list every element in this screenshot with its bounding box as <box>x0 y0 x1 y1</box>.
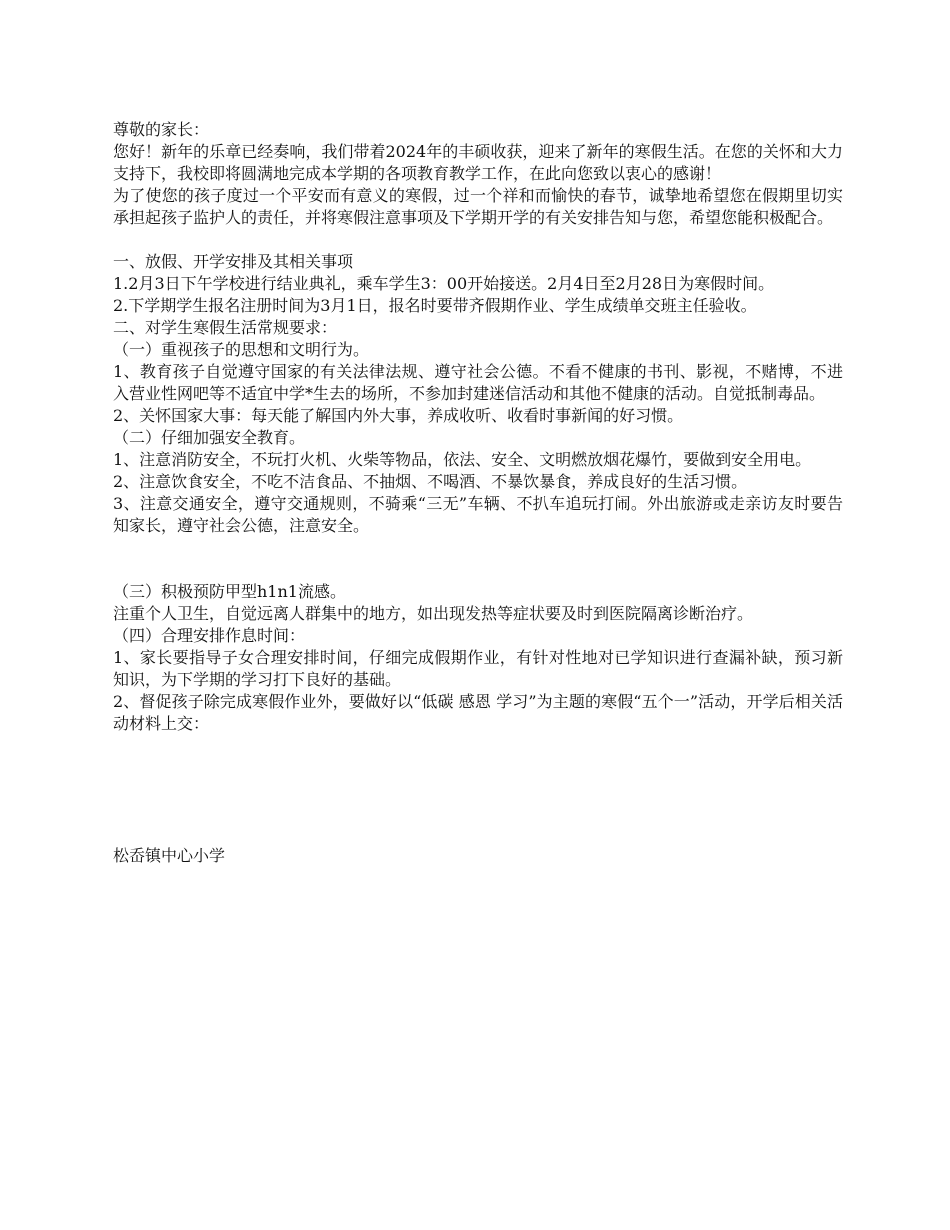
section-2-title: 二、对学生寒假生活常规要求： <box>113 318 338 337</box>
section-1-title: 一、放假、开学安排及其相关事项 <box>113 252 354 271</box>
salutation: 尊敬的家长： <box>113 120 210 139</box>
subsection-4-item-2: 2、督促孩子除完成寒假作业外，要做好以“低碳 感恩 学习”为主题的寒假“五个一”活动，开学后相关活动材料上交： <box>113 692 843 733</box>
subsection-4-title: （四）合理安排作息时间： <box>113 626 306 645</box>
section-1-item-1: 1.2月3日下午学校进行结业典礼，乘车学生3：00开始接送。2月4日至2月28日为寒假时间。 <box>113 274 775 293</box>
spacer <box>113 229 843 251</box>
subsection-3-title: （三）积极预防甲型h1n1流感。 <box>113 582 346 601</box>
spacer <box>113 537 843 581</box>
spacer <box>113 735 843 845</box>
subsection-1-item-1: 1、教育孩子自觉遵守国家的有关法律法规、遵守社会公德。不看不健康的书刊、影视，不赌博，不进入营业性网吧等不适宜中学*生去的场所，不参加封建迷信活动和其他不健康的活动。自觉抵制毒品。 <box>113 362 843 403</box>
subsection-3-item-1: 注重个人卫生，自觉远离人群集中的地方，如出现发热等症状要及时到医院隔离诊断治疗。 <box>113 604 754 623</box>
signature-school-name: 松岙镇中心小学 <box>113 846 226 865</box>
subsection-2-title: （二）仔细加强安全教育。 <box>113 428 306 447</box>
subsection-2-item-1: 1、注意消防安全，不玩打火机、火柴等物品，依法、安全、文明燃放烟花爆竹，要做到安全用电。 <box>113 450 812 469</box>
letter-body <box>113 119 843 867</box>
subsection-1-item-2: 2、关怀国家大事：每天能了解国内外大事，养成收听、收看时事新闻的好习惯。 <box>113 406 684 425</box>
section-1-item-2: 2.下学期学生报名注册时间为3月1日，报名时要带齐假期作业、学生成绩单交班主任验收。 <box>113 296 757 315</box>
intro-paragraph-2: 为了使您的孩子度过一个平安而有意义的寒假，过一个祥和而愉快的春节，诚挚地希望您在假期里切实承担起孩子监护人的责任，并将寒假注意事项及下学期开学的有关安排告知与您，希望您能积极配合。 <box>113 186 843 227</box>
subsection-1-title: （一）重视孩子的思想和文明行为。 <box>113 340 370 359</box>
intro-paragraph-1: 您好！新年的乐章已经奏响，我们带着2024年的丰硕收获，迎来了新年的寒假生活。在您的关怀和大力支持下，我校即将圆满地完成本学期的各项教育教学工作，在此向您致以衷心的感谢！ <box>113 142 843 183</box>
subsection-4-item-1: 1、家长要指导子女合理安排时间，仔细完成假期作业，有针对性地对已学知识进行查漏补缺，预习新知识，为下学期的学习打下良好的基础。 <box>113 648 843 689</box>
subsection-2-item-3: 3、注意交通安全，遵守交通规则，不骑乘“三无”车辆、不扒车追玩打闹。外出旅游或走亲访友时要告知家长，遵守社会公德，注意安全。 <box>113 494 843 535</box>
subsection-2-item-2: 2、注意饮食安全，不吃不洁食品、不抽烟、不喝酒、不暴饮暴食，养成良好的生活习惯。 <box>113 472 748 491</box>
